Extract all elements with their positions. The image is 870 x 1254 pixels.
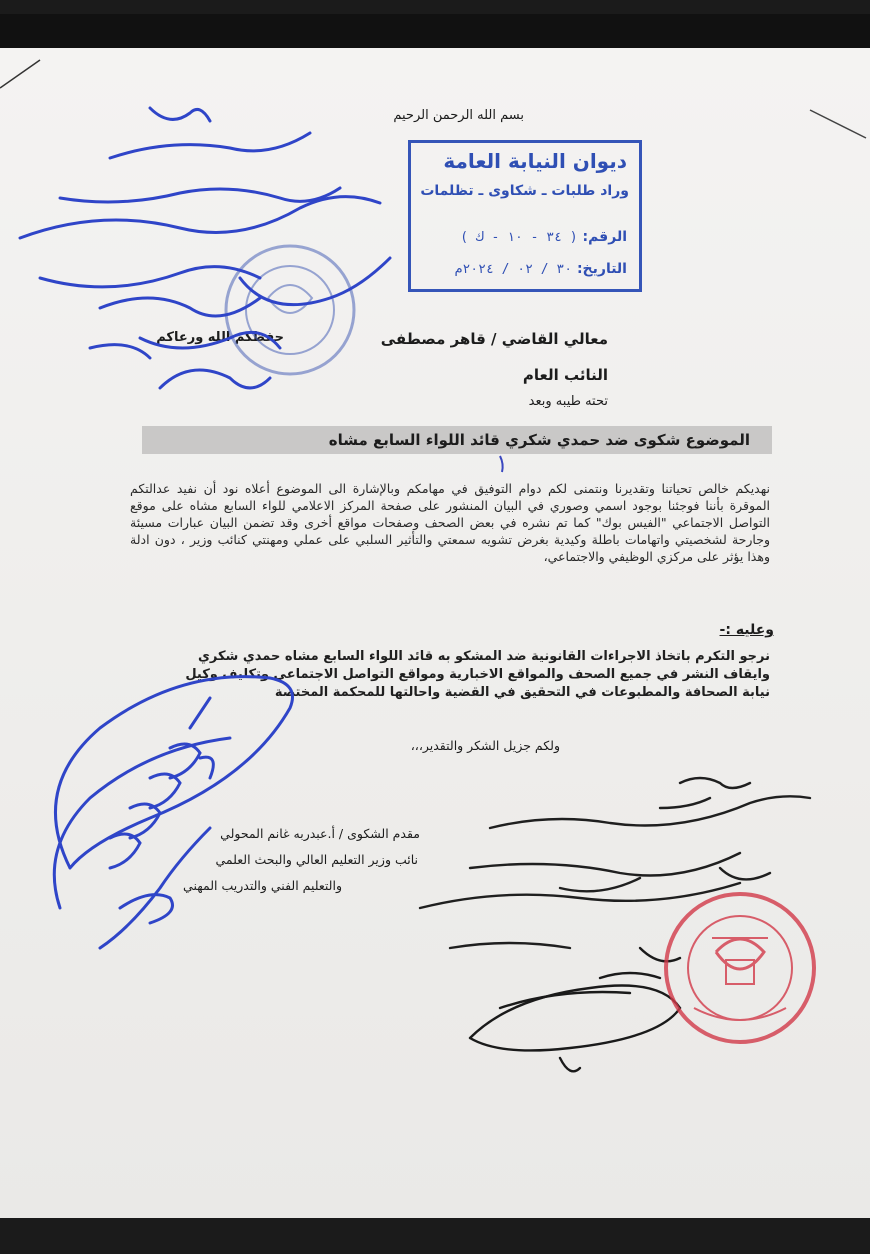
handwritten-annotation-blue-top xyxy=(20,108,390,388)
document-page xyxy=(0,48,870,1218)
therefore-heading: وعليه :- xyxy=(719,622,774,638)
handwriting-and-seals xyxy=(0,48,870,1218)
stamp-date-value: ٣٠ / ٠٢ / ٢٠٢٤م xyxy=(454,262,573,277)
ink-tick-mark xyxy=(500,456,503,472)
basmala: بسم الله الرحمن الرحيم xyxy=(393,108,524,123)
blessing: حفظكم الله ورعاكم xyxy=(156,330,284,345)
handwritten-note-black xyxy=(420,778,810,948)
closing-line: ولكم جزيل الشكر والتقدير،،، xyxy=(410,738,560,753)
stamp-office: ديوان النيابة العامة xyxy=(443,149,627,173)
top-frame-bar xyxy=(0,0,870,14)
addressee-title: النائب العام xyxy=(522,366,608,384)
bottom-frame-bar xyxy=(0,1218,870,1254)
stamp-number-value: ( ٣٤ - ١٠ - ك ) xyxy=(460,230,578,245)
official-seal-red-icon xyxy=(666,894,814,1042)
complainant-position-2: والتعليم الفني والتدريب المهني xyxy=(183,878,342,893)
signature-scribble xyxy=(470,948,680,1071)
subject-line: الموضوع شكوى ضد حمدي شكري قائد اللواء السابع مشاه xyxy=(328,431,750,449)
handwritten-date-blue xyxy=(100,698,213,948)
stamp-number-label: الرقم: xyxy=(582,229,627,245)
complainant-name: مقدم الشكوى / أ.عبدربه غانم المحولي xyxy=(220,826,420,841)
body-paragraph: نهديكم خالص تحياتنا وتقديرنا ونتمنى لكم دوام التوفيق في مهامكم وبالإشارة الى الموضوع أعلاه نود أن نفيد عدالتكم الموقرة بأننا فوجئنا بوجود اسمي وصوري في البيان المنشور على صفحة المركز الاعلامي للواء السابع مشاه على موقع التواصل الاجتماعي "الفيس بوك" كما تم نشره في بعض الصحف وصفحات مواقع أخرى وقد تضمن البيان عبارات مسيئة وجارحة لشخصيتي واتهامات باطلة وكيدية بغرض تشويه سمعتي والتأثير السلبي على عملي ومهنتي كنائب وزير ، دون ادلة وهذا يؤثر على مركزي الوظيفي والاجتماعي، xyxy=(130,481,770,564)
fold-mark-left xyxy=(0,60,40,88)
greeting: تحته طيبه وبعد xyxy=(528,394,608,409)
addressee: معالي القاضي / قاهر مصطفى xyxy=(380,330,608,348)
stamp-date-label: التاريخ: xyxy=(576,261,627,277)
complainant-position-1: نائب وزير التعليم العالي والبحث العلمي xyxy=(215,852,418,867)
round-seal-icon xyxy=(226,246,354,374)
stamp-department: وراد طلبات ـ شكاوى ـ تظلمات xyxy=(420,183,629,199)
fold-mark-right xyxy=(810,110,866,138)
request-paragraph: نرجو التكرم باتخاذ الاجراءات القانونية ضد المشكو به قائد اللواء السابع مشاه حمدي شكري وايقاف النشر في جميع الصحف والمواقع الاخبارية ومواقع التواصل الاجتماعي وتكليف وكيل نيابة الصحافة والمطبوعات في التحقيق في القضية واحالتها للمحكمة المختصة xyxy=(185,649,770,700)
